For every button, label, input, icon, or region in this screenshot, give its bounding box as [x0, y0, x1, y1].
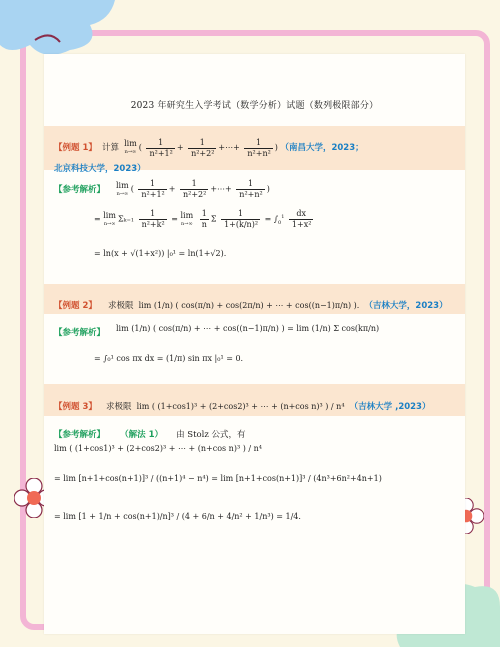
example-3-expression: lim ( (1+cos1)³ + (2+cos2)³ + ⋯ + (n+cos n)³ ) / n⁴: [136, 402, 345, 411]
solution-1: [54, 179, 454, 289]
solution-3-intro: 由 Stolz 公式，有: [176, 430, 246, 440]
example-1-tag: 【例题 1】: [54, 143, 97, 153]
solution-2-line-2: = ∫₀¹ cos πx dx = (1/π) sin πx |₀¹ = 0.: [94, 354, 244, 363]
document-page: [44, 54, 465, 634]
solution-1-line-3: = ln(x + √(1+x²)) |₀¹ = ln(1+√2).: [94, 249, 227, 258]
example-3-band: [44, 384, 465, 416]
example-2-expression: lim (1/n) ( cos(π/n) + cos(2π/n) + ⋯ + cos((n−1)π/n) ).: [138, 301, 360, 310]
solution-3-tag: 【参考解析】: [54, 430, 106, 440]
solution-2-line-1: lim (1/n) ( cos(π/n) + ⋯ + cos((n−1)π/n) ) = lim (1/n) Σ cos(kπ/n): [116, 324, 380, 333]
solution-3-line-1: lim ( (1+cos1)³ + (2+cos2)³ + ⋯ + (n+cos n)³ ) / n⁴: [54, 444, 262, 453]
example-1-expression: lim n→∞ ( $\frac{1}{\text{n²+1²}}$ + $\frac{1}{\text{n²+2²}}$ +⋯+ $\frac{1}{\text{n²+n²}}$ ): [124, 137, 281, 158]
example-2-citation: （吉林大学，2023）: [364, 301, 448, 311]
solution-1-line-1: lim n→∞ ( $\frac{1}{\text{n²+1²}}$ + $\frac{1}{\text{n²+2²}}$ +⋯+ $\frac{1}{\text{n²+n²}}$ ): [116, 179, 270, 199]
solution-2: [54, 322, 454, 382]
solution-1-line-2: = lim n→∞ Σk=1 $\frac{1}{\text{n²+k²}}$ = lim n→∞ $\frac{1}{n}$ Σ $\frac{1}{\text{1+(k/n)²}}$ = $\int_0^1$ $\frac{dx}{\text{1+x²}}$: [94, 209, 312, 229]
example-1-citation: （南昌大学，2023；: [280, 143, 364, 153]
example-1-text: 计算: [101, 143, 119, 153]
example-3-tag: 【例题 3】: [54, 402, 97, 412]
example-2-tag: 【例题 2】: [54, 301, 97, 311]
example-2-band: [44, 284, 465, 314]
example-1-citation-cont: 北京科技大学，2023）: [54, 164, 146, 174]
solution-3-method: （解法 1）: [120, 430, 163, 440]
example-3-citation: （吉林大学 ,2023）: [349, 402, 431, 412]
solution-3-line-2: = lim [n+1+cos(n+1)]³ / ((n+1)⁴ − n⁴) = lim [n+1+cos(n+1)]³ / (4n³+6n²+4n+1): [54, 474, 382, 483]
example-1-band: [44, 126, 465, 174]
example-3-text: 求极限: [105, 402, 132, 412]
document-title: 2023 年研究生入学考试（数学分析）试题（数列极限部分）: [130, 101, 379, 111]
example-2-text: 求极限: [107, 301, 134, 311]
solution-2-tag: 【参考解析】: [54, 328, 106, 338]
solution-3: [54, 422, 454, 562]
solution-3-line-3: = lim [1 + 1/n + cos(n+1)/n]³ / (4 + 6/n + 4/n² + 1/n³) = 1/4.: [54, 512, 301, 521]
solution-1-tag: 【参考解析】: [54, 185, 106, 195]
